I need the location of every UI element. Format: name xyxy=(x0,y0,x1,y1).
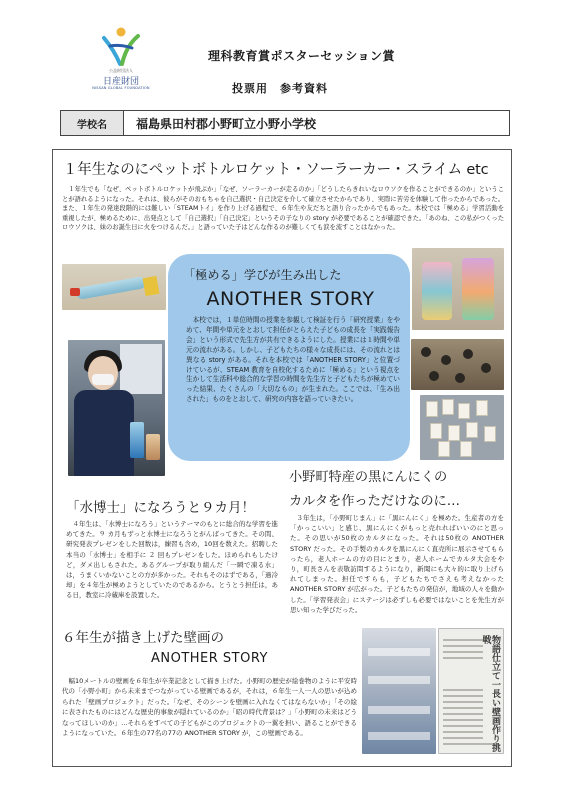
school-label: 学校名 xyxy=(61,111,124,135)
school-name: 福島県田村郡小野町立小野小学校 xyxy=(136,116,317,131)
candle-jars-photo xyxy=(412,248,504,330)
newspaper-clipping xyxy=(438,628,504,754)
section4-body: 幅10メートルの壁画を６年生が卒業記念として描き上げた。小野町の歴史が絵巻物のように平安時代の「小野小町」から未来までつながっている壁画であるが，それは，６年生一人一人の思いが込められた「壁画プロジェクト」だった。「なぜ、そのシーンを壁画に入れなくてはならないか」「その絵に表されたものにはどんな歴史的事象が隠れているのか」「昭の時代背景は？」「小野町の未来はどうなってほしいのか」…それらをすべての子どもがこのプロジェクトの一翼を担い、語ることができるようになっていた。６年生の77名の77の ANOTHER STORY が，この壁画である。 xyxy=(62,677,357,738)
section3-body: ４年生は、「水博士になろう」というテーマのもとに総合的な学習を進めてきた。９ カ月もずっと水博士になろうとがんばってきた。その間、研究発表プレゼンをした回数は，練習も含め，10回を数えた。招聘した本当の「水博士」を相手に ２ 回もプレゼンをした。ほめられもしたけど，ダメ出しもされた。あるグループが取り組んだ「一瞬で凍る水」は，うまくいかないことの方が多かった。それもそのはずである，「過冷却」を４年生が極めようとしていたのであるから。とうとう担任は，ある日，教室に冷蔵庫を設置した。 xyxy=(66,520,278,600)
bubble-title-another-story: ANOTHER STORY xyxy=(206,288,375,310)
classroom-photo xyxy=(411,339,504,390)
section2-heading-line1: 小野町特産の黒にんにくの xyxy=(289,470,448,485)
section3-heading: 「水博士」になろうと９カ月！ xyxy=(66,500,255,516)
logo-figure-icon xyxy=(98,24,144,68)
bubble-title: 「極める」学びが生み出した xyxy=(183,268,342,282)
school-name-row xyxy=(60,110,510,136)
nissan-foundation-logo xyxy=(92,24,150,92)
student-with-water-photo xyxy=(68,340,165,476)
karuta-cards-photo xyxy=(420,395,504,460)
section2-heading-line2: カルタを作っただけなのに… xyxy=(289,494,460,509)
section1-body: １年生でも「なぜ、ペットボトルロケットが飛ぶか」「なぜ、ソーラーカーが走るのか」「どうしたらきれいなロウソクを作ることができるのか」ということが語れるようになった。それは、彼らがそのおもちゃを自己選択・自己決定を介して確立させたからであり、実際に苦労を体験して作ったからであった。また、１年生の発達段階的には難しい「STEAMトイ」を作り上げる過程で、６年生や友だちと語り合ったからでもあった。本校では「極める」学習活動を重視したが、極めるために、出発点として「自己選択」「自己決定」というその子なりの story が必要であることが確認できた。「あのね、この私がつくったロウソクは、妹のお誕生日に火をつけるんだ。」と語っていた子はどんな作るのが難しくても涙を流すことはなかった。 xyxy=(62,186,504,231)
bubble-body: 本校では，１単位時間の授業を参観して検証を行う「研究授業」をやめて、年間や単元をとおして担任がとらえた子どもの成長を「実践報告会」という形式で先生方が共有できるようにした。授業には１時間や単元の流れがある。しかし、子どもたちの様々な成長には、その流れとは異なる story がある。それを本校では「ANOTHER STORY」と位置づけているが、STEAM 教育を自校化するために「極める」という視点を生かして生活科や総合的な学習の時間を先生方と子どもたちが極めていった結果、たくさんの「大切なもの」が生まれた。ここでは、「生み出された」ものをとおして、研究の内容を語っていきたい。 xyxy=(186,316,400,404)
document-subtitle: 投票用 参考資料 xyxy=(232,82,328,95)
section4-heading-line1: ６年生が描き上げた壁画の xyxy=(62,630,224,646)
award-title: 理科教育賞ポスターセッション賞 xyxy=(208,49,396,63)
mural-photo xyxy=(362,628,436,754)
section4-heading-line2: ANOTHER STORY xyxy=(150,651,268,666)
logo-org-small: 公益財団法人 xyxy=(109,68,133,73)
logo-org-name: 日産財団 xyxy=(102,77,139,87)
bottle-rocket-photo xyxy=(62,264,166,310)
section2-body: ３年生は，「小野町じまん」に「黒にんにく」を極めた。生産者の方を「かっこいい」と感じ、黒にんにくがもっと売れればいいのにと思った。その思いが50枚のカルタになった。それは50枚の ANOTHER STORY だった。その手製のカルタを黒にんにく直売所に展示させてもらったら，老人ホームの方の目にとまり，老人ホームでカルタ大会をやり，町長さんを表敬訪問するようになり，新聞にも大々的に取り上げられてしまった。担任ですらも，子どもたちでさえも考えなかった ANOTHER STORY が広がった。子どもたちの発信が，地域の人々を動かした。「学習発表会」にステージは必ずしも必要ではないことを先生方が思い知った学びだった。 xyxy=(290,514,504,614)
newspaper-headline: 物語仕立て一長い壁画作り挑戦 xyxy=(480,635,500,752)
section1-heading: １年生なのにペットボトルロケット・ソーラーカー・スライム etc xyxy=(63,162,489,178)
logo-org-en: NISSAN GLOBAL FOUNDATION xyxy=(92,86,150,90)
